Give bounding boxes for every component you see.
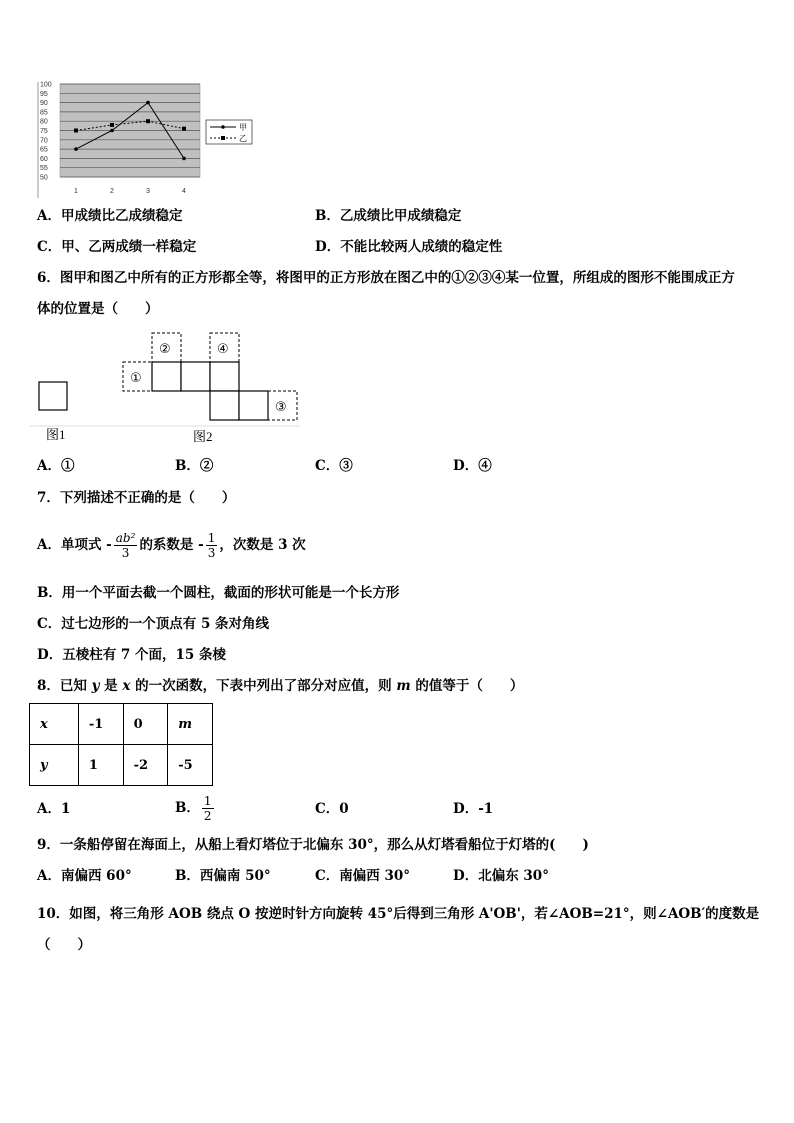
q9-option-a[interactable]: A．南偏西 60° [37, 868, 132, 884]
q7-a-fraction2: $\frac{1}{3}$ [207, 531, 216, 560]
data-point [146, 119, 150, 123]
q6-option-a[interactable]: A．① [37, 458, 75, 474]
q8-b-fraction: $\frac{1}{2}$ [203, 794, 212, 823]
legend-label-b: 乙 [239, 134, 247, 143]
q7-option-a[interactable] [37, 527, 306, 563]
legend-marker-a [221, 125, 225, 129]
x-tick-label: 2 [110, 188, 114, 195]
fig2-net [152, 362, 268, 420]
y-tick-label: 80 [40, 118, 48, 126]
q6-option-b[interactable]: B．② [175, 458, 214, 474]
q7-option-d[interactable]: D．五棱柱有 7 个面，15 条棱 [37, 647, 226, 663]
q7-option-b[interactable]: B．用一个平面去截一个圆柱，截面的形状可能是一个长方形 [37, 585, 400, 601]
data-point [110, 123, 114, 127]
y-tick-label: 55 [40, 165, 48, 173]
q8-value-table [29, 703, 213, 786]
y-tick-label: 50 [40, 174, 48, 182]
fig1-caption: 图1 [46, 427, 66, 442]
q9-option-c[interactable]: C．南偏西 30° [315, 868, 410, 884]
q8-option-d[interactable]: D．-1 [453, 801, 494, 817]
q7-a-suffix: ，次数是 3 次 [219, 537, 306, 553]
x-tick-label: 4 [182, 188, 186, 195]
q8-option-b[interactable]: B． $\frac{1}{2}$ [175, 794, 212, 823]
table-cell: -5 [168, 745, 213, 786]
q10-stem-line2: （ ） [37, 937, 91, 953]
data-point [74, 129, 78, 133]
table-cell: 0 [123, 704, 168, 745]
y-tick-label: 85 [40, 109, 48, 117]
fig1-square [39, 382, 67, 410]
q7-a-prefix: A．单项式 - [37, 537, 112, 553]
fig2-mark-1: ① [130, 371, 142, 386]
data-point [74, 147, 78, 151]
q7-a-middle: 的系数是 - [139, 537, 204, 553]
q6-figures [30, 328, 305, 448]
q6-option-d[interactable]: D．④ [453, 458, 492, 474]
table-cell: y [30, 745, 79, 786]
y-tick-label: 70 [40, 137, 48, 145]
q7-stem: 7．下列描述不正确的是（ ） [37, 490, 236, 506]
data-point [182, 127, 186, 131]
q8-option-c[interactable]: C．0 [315, 801, 349, 817]
q10-stem-line1: 10．如图，将三角形 AOB 绕点 O 按逆时针方向旋转 45°后得到三角形 A'OB'，若∠AOB=21°，则∠AOB′的度数是 [37, 906, 760, 922]
data-point [146, 101, 150, 105]
y-tick-label: 100 [40, 81, 52, 89]
table-cell: m [168, 704, 213, 745]
q9-option-d[interactable]: D．北偏东 30° [453, 868, 549, 884]
q6-stem-line2: 体的位置是（ ） [37, 301, 159, 317]
legend [206, 120, 252, 144]
y-tick-label: 65 [40, 146, 48, 154]
q5-option-b[interactable]: B．乙成绩比甲成绩稳定 [315, 208, 462, 224]
y-tick-label: 90 [40, 100, 48, 108]
legend-marker-b [221, 136, 225, 140]
q5-option-a[interactable]: A．甲成绩比乙成绩稳定 [37, 208, 183, 224]
q6-stem-line1: 6．图甲和图乙中所有的正方形都全等，将图甲的正方形放在图乙中的①②③④某一位置，所组成的图形不能围成正方 [37, 270, 735, 286]
q7-a-fraction: $\frac{\text{ab²}}{3}$ [115, 531, 136, 560]
x-tick-label: 3 [146, 188, 150, 195]
q8-option-a[interactable]: A．1 [37, 801, 71, 817]
fig2-mark-3: ③ [275, 400, 287, 415]
q6-option-c[interactable]: C．③ [315, 458, 353, 474]
q9-option-b[interactable]: B．西偏南 50° [175, 868, 271, 884]
table-cell: 1 [78, 745, 123, 786]
q5-option-c[interactable]: C．甲、乙两成绩一样稳定 [37, 239, 197, 255]
table-cell: -2 [123, 745, 168, 786]
y-tick-label: 95 [40, 90, 48, 98]
score-line-chart [30, 78, 260, 200]
table-row [30, 745, 213, 786]
fig2-caption: 图2 [193, 429, 213, 444]
q7-option-c[interactable]: C．过七边形的一个顶点有 5 条对角线 [37, 616, 270, 632]
y-tick-label: 75 [40, 128, 48, 135]
data-point [110, 129, 114, 133]
legend-label-a: 甲 [239, 123, 247, 132]
data-point [182, 157, 186, 161]
fig2-mark-2: ② [159, 342, 171, 357]
y-tick-label: 60 [40, 155, 48, 163]
q5-option-d[interactable]: D．不能比较两人成绩的稳定性 [315, 239, 503, 255]
x-tick-label: 1 [74, 188, 78, 195]
table-cell: x [30, 704, 79, 745]
q8-stem: 8．已知 y 是 x 的一次函数，下表中列出了部分对应值，则 m 的值等于（ ） [37, 678, 524, 694]
q9-stem: 9．一条船停留在海面上，从船上看灯塔位于北偏东 30°，那么从灯塔看船位于灯塔的( ) [37, 837, 589, 853]
table-row [30, 704, 213, 745]
table-cell: -1 [78, 704, 123, 745]
fig2-mark-4: ④ [217, 342, 229, 357]
